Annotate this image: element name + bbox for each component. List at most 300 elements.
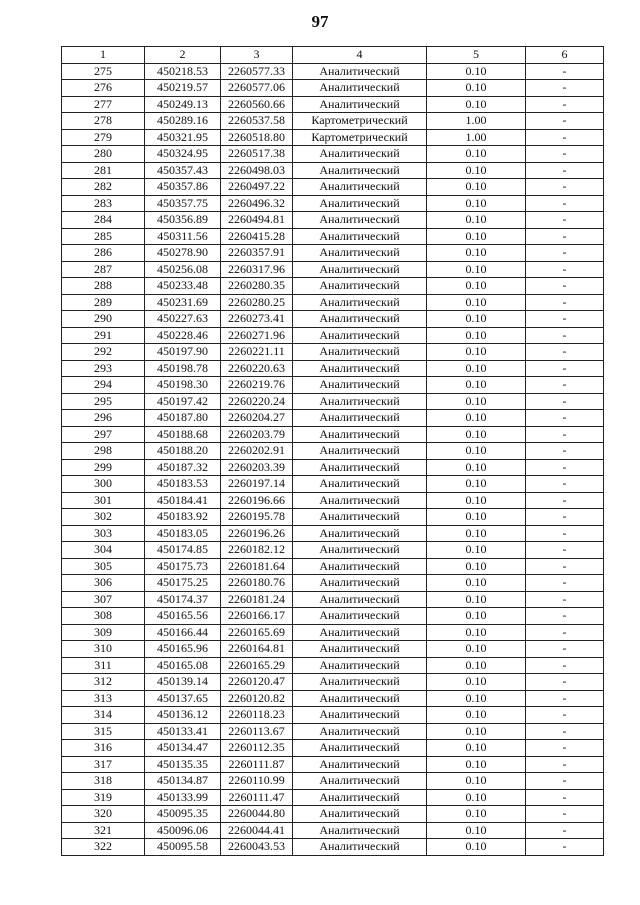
table-cell: 296 [62, 410, 145, 427]
table-cell: 450165.08 [145, 657, 221, 674]
table-cell: 284 [62, 212, 145, 229]
table-cell: 2260202.91 [221, 443, 293, 460]
table-cell: Картометрический [293, 113, 427, 130]
table-cell: 2260196.26 [221, 525, 293, 542]
table-cell: - [526, 492, 604, 509]
table-cell: Аналитический [293, 789, 427, 806]
table-row [62, 426, 604, 443]
table-cell: - [526, 245, 604, 262]
table-cell: Аналитический [293, 756, 427, 773]
table-cell: 450357.43 [145, 162, 221, 179]
table-cell: - [526, 608, 604, 625]
table-cell: Аналитический [293, 476, 427, 493]
table-cell: - [526, 674, 604, 691]
table-cell: 312 [62, 674, 145, 691]
table-cell: 277 [62, 96, 145, 113]
table-cell: - [526, 63, 604, 80]
column-header: 1 [62, 47, 145, 64]
table-cell: - [526, 377, 604, 394]
table-row [62, 459, 604, 476]
table-cell: Аналитический [293, 641, 427, 658]
table-cell: 2260203.39 [221, 459, 293, 476]
table-cell: 0.10 [427, 426, 526, 443]
table-cell: 2260113.67 [221, 723, 293, 740]
table-cell: 450139.14 [145, 674, 221, 691]
table-cell: - [526, 278, 604, 295]
table-cell: 2260111.47 [221, 789, 293, 806]
table-cell: 304 [62, 542, 145, 559]
table-cell: 450188.68 [145, 426, 221, 443]
table-cell: 2260577.33 [221, 63, 293, 80]
table-cell: 0.10 [427, 839, 526, 856]
table-cell: 0.10 [427, 558, 526, 575]
table-cell: 287 [62, 261, 145, 278]
table-cell: Аналитический [293, 740, 427, 757]
table-cell: - [526, 525, 604, 542]
table-cell: - [526, 789, 604, 806]
table-cell: 450133.41 [145, 723, 221, 740]
table-cell: 450198.78 [145, 360, 221, 377]
table-cell: 0.10 [427, 278, 526, 295]
column-header: 6 [526, 47, 604, 64]
table-cell: 316 [62, 740, 145, 757]
table-cell: - [526, 558, 604, 575]
table-row [62, 558, 604, 575]
table-cell: Аналитический [293, 459, 427, 476]
table-cell: 300 [62, 476, 145, 493]
table-cell: 450249.13 [145, 96, 221, 113]
table-cell: Аналитический [293, 96, 427, 113]
table-row [62, 756, 604, 773]
table-cell: Аналитический [293, 492, 427, 509]
column-header: 4 [293, 47, 427, 64]
table-cell: 0.10 [427, 657, 526, 674]
table-row [62, 146, 604, 163]
table-cell: Аналитический [293, 723, 427, 740]
table-cell: 2260271.96 [221, 327, 293, 344]
table-cell: - [526, 393, 604, 410]
table-cell: 2260044.41 [221, 822, 293, 839]
table-cell: - [526, 839, 604, 856]
table-cell: 0.10 [427, 591, 526, 608]
table-cell: Аналитический [293, 195, 427, 212]
table-row [62, 657, 604, 674]
table-cell: 2260111.87 [221, 756, 293, 773]
table-cell: - [526, 624, 604, 641]
table-cell: 314 [62, 707, 145, 724]
table-cell: 450135.35 [145, 756, 221, 773]
table-cell: 450096.06 [145, 822, 221, 839]
table-row [62, 839, 604, 856]
table-cell: - [526, 212, 604, 229]
table-cell: - [526, 657, 604, 674]
table-cell: 450218.53 [145, 63, 221, 80]
table-cell: 2260044.80 [221, 806, 293, 823]
table-cell: 2260537.58 [221, 113, 293, 130]
table-cell: 0.10 [427, 542, 526, 559]
table-cell: 450219.57 [145, 80, 221, 97]
table-cell: 294 [62, 377, 145, 394]
table-cell: - [526, 113, 604, 130]
table-cell: 0.10 [427, 740, 526, 757]
table-cell: 0.10 [427, 443, 526, 460]
table-cell: 450166.44 [145, 624, 221, 641]
table-cell: 0.10 [427, 327, 526, 344]
table-cell: 0.10 [427, 377, 526, 394]
table-cell: Аналитический [293, 690, 427, 707]
table-cell: - [526, 195, 604, 212]
table-cell: 0.10 [427, 162, 526, 179]
table-cell: 320 [62, 806, 145, 823]
table-cell: 2260197.14 [221, 476, 293, 493]
column-header: 5 [427, 47, 526, 64]
table-cell: Аналитический [293, 63, 427, 80]
table-cell: 450137.65 [145, 690, 221, 707]
table-cell: 450321.95 [145, 129, 221, 146]
table-cell: 450165.56 [145, 608, 221, 625]
table-cell: - [526, 294, 604, 311]
table-cell: 0.10 [427, 756, 526, 773]
table-cell: - [526, 459, 604, 476]
table-row [62, 822, 604, 839]
table-header-row [62, 47, 604, 64]
table-cell: 2260357.91 [221, 245, 293, 262]
table-row [62, 377, 604, 394]
table-cell: 2260317.96 [221, 261, 293, 278]
table-cell: 450256.08 [145, 261, 221, 278]
table-cell: 450197.90 [145, 344, 221, 361]
table-cell: 450095.35 [145, 806, 221, 823]
table-cell: - [526, 80, 604, 97]
table-cell: Аналитический [293, 278, 427, 295]
table-cell: - [526, 542, 604, 559]
table-cell: 2260182.12 [221, 542, 293, 559]
table-cell: 2260496.32 [221, 195, 293, 212]
table-cell: 0.10 [427, 806, 526, 823]
table-cell: - [526, 228, 604, 245]
table-cell: - [526, 311, 604, 328]
table-cell: 2260203.79 [221, 426, 293, 443]
table-row [62, 641, 604, 658]
table-row [62, 360, 604, 377]
table-cell: 308 [62, 608, 145, 625]
table-cell: - [526, 476, 604, 493]
table-cell: Аналитический [293, 80, 427, 97]
table-cell: 0.10 [427, 393, 526, 410]
table-cell: 2260195.78 [221, 509, 293, 526]
table-cell: 305 [62, 558, 145, 575]
table-row [62, 806, 604, 823]
table-cell: 2260494.81 [221, 212, 293, 229]
table-cell: 450228.46 [145, 327, 221, 344]
table-cell: 450188.20 [145, 443, 221, 460]
table-cell: 2260165.29 [221, 657, 293, 674]
table-cell: 2260120.47 [221, 674, 293, 691]
table-cell: 450231.69 [145, 294, 221, 311]
table-cell: - [526, 162, 604, 179]
table-cell: Аналитический [293, 344, 427, 361]
table-cell: 289 [62, 294, 145, 311]
table-cell: 450324.95 [145, 146, 221, 163]
table-cell: 450174.37 [145, 591, 221, 608]
table-cell: 0.10 [427, 311, 526, 328]
table-cell: 450187.80 [145, 410, 221, 427]
table-cell: - [526, 360, 604, 377]
table-cell: 285 [62, 228, 145, 245]
table-cell: 0.10 [427, 575, 526, 592]
table-cell: 0.10 [427, 509, 526, 526]
table-row [62, 80, 604, 97]
table-cell: Аналитический [293, 393, 427, 410]
table-cell: 450095.58 [145, 839, 221, 856]
table-row [62, 63, 604, 80]
table-cell: - [526, 344, 604, 361]
table-row [62, 212, 604, 229]
table-row [62, 129, 604, 146]
table-row [62, 278, 604, 295]
table-cell: 0.10 [427, 146, 526, 163]
table-row [62, 740, 604, 757]
table-cell: - [526, 96, 604, 113]
table-cell: 2260220.63 [221, 360, 293, 377]
table-cell: 2260164.81 [221, 641, 293, 658]
table-cell: 450278.90 [145, 245, 221, 262]
table-cell: Аналитический [293, 542, 427, 559]
table-row [62, 707, 604, 724]
table-cell: 295 [62, 393, 145, 410]
table-cell: 450357.86 [145, 179, 221, 196]
table-cell: Аналитический [293, 245, 427, 262]
table-body [62, 63, 604, 855]
table-cell: Аналитический [293, 360, 427, 377]
table-cell: 291 [62, 327, 145, 344]
table-cell: 450187.32 [145, 459, 221, 476]
table-cell: 0.10 [427, 344, 526, 361]
table-cell: 0.10 [427, 212, 526, 229]
table-cell: 322 [62, 839, 145, 856]
table-cell: 318 [62, 773, 145, 790]
table-row [62, 294, 604, 311]
table-row [62, 162, 604, 179]
table-cell: 450134.87 [145, 773, 221, 790]
table-row [62, 674, 604, 691]
table-cell: 2260204.27 [221, 410, 293, 427]
table-cell: - [526, 773, 604, 790]
table-cell: 2260120.82 [221, 690, 293, 707]
column-header: 2 [145, 47, 221, 64]
table-cell: Аналитический [293, 624, 427, 641]
table-cell: 1.00 [427, 113, 526, 130]
table-cell: - [526, 509, 604, 526]
table-cell: 321 [62, 822, 145, 839]
table-cell: - [526, 261, 604, 278]
table-cell: 450197.42 [145, 393, 221, 410]
table-cell: - [526, 129, 604, 146]
table-cell: 279 [62, 129, 145, 146]
table-row [62, 575, 604, 592]
table-cell: 450175.25 [145, 575, 221, 592]
table-cell: 450183.05 [145, 525, 221, 542]
table-cell: 2260560.66 [221, 96, 293, 113]
table-cell: 275 [62, 63, 145, 80]
table-cell: 313 [62, 690, 145, 707]
table-row [62, 245, 604, 262]
table-cell: 450134.47 [145, 740, 221, 757]
table-cell: 0.10 [427, 410, 526, 427]
table-cell: 2260518.80 [221, 129, 293, 146]
table-row [62, 624, 604, 641]
table-cell: 2260043.53 [221, 839, 293, 856]
table-cell: 0.10 [427, 294, 526, 311]
table-cell: 310 [62, 641, 145, 658]
table-row [62, 443, 604, 460]
table-cell: 306 [62, 575, 145, 592]
table-row [62, 327, 604, 344]
table-cell: 0.10 [427, 360, 526, 377]
table-cell: 450184.41 [145, 492, 221, 509]
table-row [62, 542, 604, 559]
table-cell: 450198.30 [145, 377, 221, 394]
table-cell: 309 [62, 624, 145, 641]
table-cell: Аналитический [293, 674, 427, 691]
table-cell: 0.10 [427, 525, 526, 542]
table-cell: 0.10 [427, 789, 526, 806]
table-cell: 2260280.35 [221, 278, 293, 295]
table-cell: - [526, 822, 604, 839]
table-cell: 288 [62, 278, 145, 295]
table-cell: 293 [62, 360, 145, 377]
table-row [62, 525, 604, 542]
table-row [62, 393, 604, 410]
table-row [62, 195, 604, 212]
table-cell: 2260166.17 [221, 608, 293, 625]
table-cell: 2260497.22 [221, 179, 293, 196]
table-cell: 302 [62, 509, 145, 526]
table-cell: 307 [62, 591, 145, 608]
table-cell: 0.10 [427, 261, 526, 278]
table-cell: Аналитический [293, 608, 427, 625]
table-cell: Аналитический [293, 822, 427, 839]
table-cell: - [526, 740, 604, 757]
table-cell: 2260112.35 [221, 740, 293, 757]
table-row [62, 773, 604, 790]
table-cell: - [526, 591, 604, 608]
table-cell: 0.10 [427, 674, 526, 691]
table-cell: 2260280.25 [221, 294, 293, 311]
table-cell: 2260415.28 [221, 228, 293, 245]
table-cell: - [526, 723, 604, 740]
table-cell: 278 [62, 113, 145, 130]
table-cell: 2260498.03 [221, 162, 293, 179]
table-row [62, 789, 604, 806]
table-cell: 0.10 [427, 459, 526, 476]
table-cell: 2260181.64 [221, 558, 293, 575]
table-cell: 450311.56 [145, 228, 221, 245]
table-row [62, 311, 604, 328]
table-cell: 0.10 [427, 245, 526, 262]
table-cell: 2260221.11 [221, 344, 293, 361]
table-cell: Аналитический [293, 410, 427, 427]
column-header: 3 [221, 47, 293, 64]
table-row [62, 228, 604, 245]
table-row [62, 723, 604, 740]
table-row [62, 690, 604, 707]
table-cell: Аналитический [293, 179, 427, 196]
table-cell: 290 [62, 311, 145, 328]
table-cell: 301 [62, 492, 145, 509]
table-cell: Аналитический [293, 525, 427, 542]
table-cell: 2260577.06 [221, 80, 293, 97]
table-cell: - [526, 146, 604, 163]
table-cell: 0.10 [427, 608, 526, 625]
table-cell: - [526, 443, 604, 460]
table-cell: 0.10 [427, 179, 526, 196]
table-cell: Аналитический [293, 311, 427, 328]
table-cell: 450136.12 [145, 707, 221, 724]
table-cell: 450356.89 [145, 212, 221, 229]
table-row [62, 476, 604, 493]
table-cell: 2260118.23 [221, 707, 293, 724]
table-cell: 450357.75 [145, 195, 221, 212]
table-cell: 450174.85 [145, 542, 221, 559]
table-cell: 0.10 [427, 690, 526, 707]
table-cell: - [526, 575, 604, 592]
table-row [62, 509, 604, 526]
table-cell: - [526, 690, 604, 707]
table-cell: 292 [62, 344, 145, 361]
table-cell: 0.10 [427, 707, 526, 724]
table-cell: 0.10 [427, 63, 526, 80]
table-cell: Аналитический [293, 806, 427, 823]
table-cell: - [526, 756, 604, 773]
table-cell: 281 [62, 162, 145, 179]
table-cell: 297 [62, 426, 145, 443]
table-cell: 319 [62, 789, 145, 806]
table-cell: 450133.99 [145, 789, 221, 806]
table-row [62, 261, 604, 278]
table-cell: 0.10 [427, 228, 526, 245]
table-cell: - [526, 426, 604, 443]
table-cell: 450175.73 [145, 558, 221, 575]
table-cell: Аналитический [293, 426, 427, 443]
table-cell: 1.00 [427, 129, 526, 146]
table-cell: 0.10 [427, 624, 526, 641]
table-cell: 315 [62, 723, 145, 740]
table-cell: 280 [62, 146, 145, 163]
table-cell: 299 [62, 459, 145, 476]
table-cell: - [526, 806, 604, 823]
table-cell: Аналитический [293, 294, 427, 311]
table-cell: Аналитический [293, 773, 427, 790]
table-cell: 303 [62, 525, 145, 542]
table-cell: 0.10 [427, 641, 526, 658]
table-cell: 298 [62, 443, 145, 460]
table-row [62, 344, 604, 361]
table-cell: 2260196.66 [221, 492, 293, 509]
table-cell: Аналитический [293, 228, 427, 245]
table-cell: 450233.48 [145, 278, 221, 295]
table-row [62, 113, 604, 130]
table-cell: Аналитический [293, 509, 427, 526]
table-cell: 317 [62, 756, 145, 773]
table-cell: Аналитический [293, 377, 427, 394]
table-cell: - [526, 327, 604, 344]
table-cell: Аналитический [293, 443, 427, 460]
page-number: 97 [311, 12, 329, 31]
table-cell: - [526, 179, 604, 196]
table-cell: - [526, 707, 604, 724]
table-cell: - [526, 410, 604, 427]
